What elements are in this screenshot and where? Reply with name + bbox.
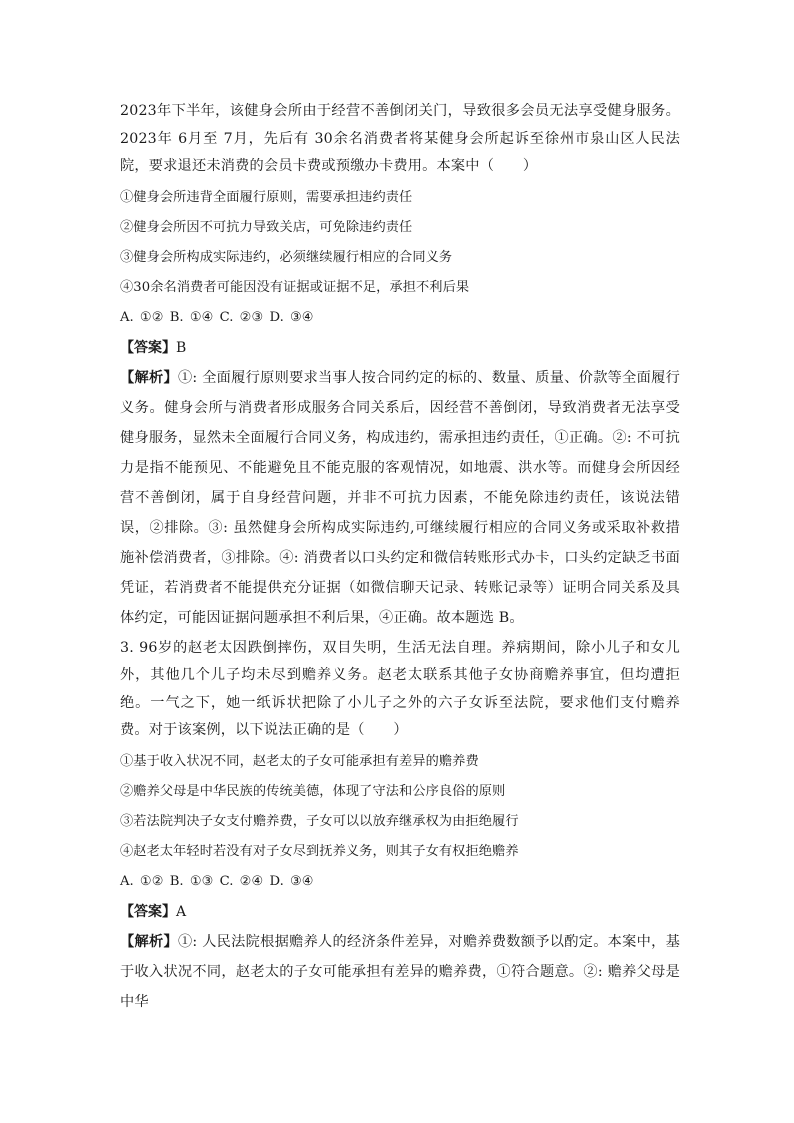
question-3-option-4: ④赵老太年轻时若没有对子女尽到抚养义务，则其子女有权拒绝赡养 [120,843,519,859]
question-2-answer [120,333,680,363]
question-2-option-1: ①健身会所违背全面履行原则，需要承担违约责任 [120,189,413,205]
question-2-choices: A. ①② B. ①④ C. ②③ D. ③④ [120,309,314,325]
answer-value: A [176,903,187,920]
question-3-analysis [120,927,680,1017]
question-3-answer [120,897,680,927]
question-3-option-3: ③若法院判决子女支付赡养费，子女可以以放弃继承权为由拒绝履行 [120,813,519,829]
question-2-option-3: ③健身会所构成实际违约，必须继续履行相应的合同义务 [120,249,453,265]
question-2-option-2: ②健身会所因不可抗力导致关店，可免除违约责任 [120,219,413,235]
analysis-text: ①: 全面履行原则要求当事人按合同约定的标的、数量、质量、价款等全面履行义务。健身会所与消费者形成服务合同关系后，因经营不善倒闭，导致消费者无法享受健身服务，显然未全面履行合同义务，构成违约，需承担违约责任，①正确。②: 不可抗力是指不能预见、不能避免且不能克服的客观情况，如地震、洪水等。而健身会所因经营不善倒闭，属于自身经营问题，并非不可抗力因素，不能免除违约责任，该说法错误，②排除。③: 虽然健身会所构成实际违约,可继续履行相应的合同义务或采取补救措施补偿消费者，③排除。④: 消费者以口头约定和微信转账形式办卡，口头约定缺乏书面凭证，若消费者不能提供充分证据（如微信聊天记录、转账记录等）证明合同关系及具体约定，可能因证据问题承担不利后果，④正确。故本题选 B。 [120,369,680,626]
question-3-stem: 3. 96岁的赵老太因跌倒摔伤，双目失明，生活无法自理。养病期间，除小儿子和女儿外，其他几个儿子均未尽到赡养义务。赵老太联系其他子女协商赡养事宜，但均遭拒绝。一气之下，她一纸诉状把除了小儿子之外的六子女诉至法院，要求他们支付赡养费。对于该案例，以下说法正确的是（ ） [120,639,680,738]
question-2-analysis [120,363,680,633]
answer-label: 【答案】 [120,339,176,356]
analysis-label: 【解析】 [120,369,178,386]
question-3-option-1: ①基于收入状况不同，赵老太的子女可能承担有差异的赡养费 [120,753,479,769]
document-page [120,98,680,1017]
question-3-choices: A. ①② B. ①③ C. ②④ D. ③④ [120,873,314,889]
analysis-label: 【解析】 [120,933,178,950]
question-2-option-4: ④30余名消费者可能因没有证据或证据不足，承担不利后果 [120,279,470,295]
answer-label: 【答案】 [120,903,176,920]
answer-value: B [176,339,187,356]
analysis-text: ①: 人民法院根据赡养人的经济条件差异，对赡养费数额予以酌定。本案中，基于收入状况不同，赵老太的子女可能承担有差异的赡养费，①符合题意。②: 赡养父母是中华 [120,933,680,1010]
question-3-option-2: ②赡养父母是中华民族的传统美德，体现了守法和公序良俗的原则 [120,783,506,799]
question-2-stem: 2023年下半年，该健身会所由于经营不善倒闭关门，导致很多会员无法享受健身服务。2023年 6月至 7月，先后有 30余名消费者将某健身会所起诉至徐州市泉山区人民法院，要求退还未消费的会员卡费或预缴办卡费用。本案中（ ） [120,103,680,174]
